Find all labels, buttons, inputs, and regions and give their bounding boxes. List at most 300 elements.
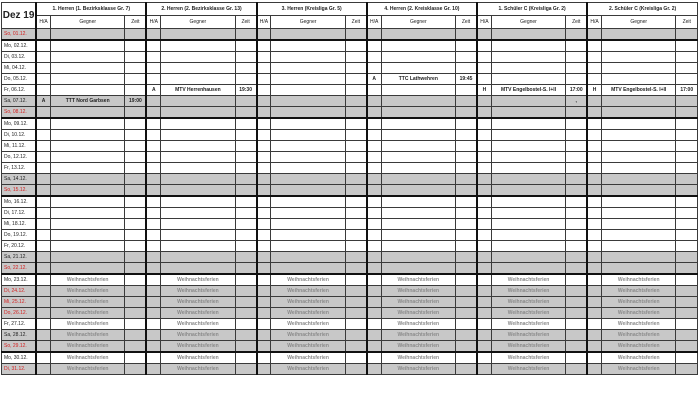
time-cell[interactable] [125, 130, 146, 141]
time-cell[interactable] [566, 241, 587, 252]
time-cell[interactable] [676, 330, 698, 341]
time-cell[interactable] [345, 107, 366, 119]
time-cell[interactable] [345, 185, 366, 197]
time-cell[interactable] [125, 297, 146, 308]
home-away-cell[interactable] [257, 241, 271, 252]
opponent-cell[interactable] [381, 208, 455, 219]
opponent-cell[interactable] [381, 230, 455, 241]
time-cell[interactable] [566, 330, 587, 341]
time-cell[interactable] [456, 341, 477, 353]
opponent-cell[interactable]: Weihnachtsferien [161, 286, 235, 297]
opponent-cell[interactable]: Weihnachtsferien [491, 330, 565, 341]
opponent-cell[interactable]: Weihnachtsferien [381, 308, 455, 319]
time-cell[interactable] [676, 107, 698, 119]
opponent-cell[interactable] [491, 252, 565, 263]
opponent-cell[interactable] [271, 85, 345, 96]
time-cell[interactable] [676, 274, 698, 286]
time-cell[interactable] [125, 163, 146, 174]
time-cell[interactable] [566, 52, 587, 63]
opponent-cell[interactable] [601, 118, 675, 130]
time-cell[interactable] [125, 118, 146, 130]
home-away-cell[interactable] [587, 297, 601, 308]
opponent-cell[interactable] [491, 163, 565, 174]
home-away-cell[interactable] [477, 152, 491, 163]
opponent-cell[interactable] [381, 107, 455, 119]
opponent-cell[interactable] [161, 196, 235, 208]
home-away-cell[interactable] [36, 130, 50, 141]
home-away-cell[interactable] [36, 174, 50, 185]
opponent-cell[interactable] [271, 40, 345, 52]
time-cell[interactable] [125, 185, 146, 197]
home-away-cell[interactable] [367, 96, 381, 107]
time-cell[interactable] [345, 330, 366, 341]
home-away-cell[interactable] [477, 141, 491, 152]
home-away-cell[interactable] [367, 29, 381, 41]
opponent-cell[interactable] [50, 252, 124, 263]
time-cell[interactable] [345, 263, 366, 275]
opponent-cell[interactable] [161, 29, 235, 41]
opponent-cell[interactable] [381, 252, 455, 263]
time-cell[interactable]: 17:00 [676, 85, 698, 96]
time-cell[interactable] [676, 230, 698, 241]
time-cell[interactable] [345, 40, 366, 52]
time-cell[interactable] [456, 40, 477, 52]
time-cell[interactable] [125, 63, 146, 74]
home-away-cell[interactable] [146, 185, 160, 197]
opponent-cell[interactable]: Weihnachtsferien [601, 364, 675, 375]
time-cell[interactable] [676, 130, 698, 141]
time-cell[interactable] [676, 286, 698, 297]
home-away-cell[interactable] [36, 241, 50, 252]
home-away-cell[interactable] [146, 263, 160, 275]
home-away-cell[interactable] [477, 352, 491, 364]
home-away-cell[interactable] [146, 130, 160, 141]
time-cell[interactable] [125, 52, 146, 63]
opponent-cell[interactable]: Weihnachtsferien [491, 297, 565, 308]
time-cell[interactable] [456, 274, 477, 286]
home-away-cell[interactable] [36, 274, 50, 286]
time-cell[interactable] [345, 130, 366, 141]
home-away-cell[interactable] [587, 364, 601, 375]
home-away-cell[interactable] [36, 330, 50, 341]
home-away-cell[interactable] [587, 308, 601, 319]
opponent-cell[interactable]: MTV Herrenhausen [161, 85, 235, 96]
home-away-cell[interactable]: A [36, 96, 50, 107]
time-cell[interactable] [676, 63, 698, 74]
home-away-cell[interactable] [36, 297, 50, 308]
time-cell[interactable] [456, 330, 477, 341]
time-cell[interactable] [566, 152, 587, 163]
home-away-cell[interactable] [587, 74, 601, 85]
home-away-cell[interactable] [367, 297, 381, 308]
time-cell[interactable] [676, 96, 698, 107]
opponent-cell[interactable]: Weihnachtsferien [271, 352, 345, 364]
time-cell[interactable] [456, 308, 477, 319]
opponent-cell[interactable]: Weihnachtsferien [50, 330, 124, 341]
home-away-cell[interactable] [367, 130, 381, 141]
opponent-cell[interactable] [50, 230, 124, 241]
time-cell[interactable] [566, 341, 587, 353]
home-away-cell[interactable] [587, 241, 601, 252]
opponent-cell[interactable] [491, 185, 565, 197]
opponent-cell[interactable]: Weihnachtsferien [50, 319, 124, 330]
home-away-cell[interactable] [587, 174, 601, 185]
home-away-cell[interactable] [146, 208, 160, 219]
time-cell[interactable] [456, 141, 477, 152]
home-away-cell[interactable] [257, 74, 271, 85]
home-away-cell[interactable] [587, 107, 601, 119]
home-away-cell[interactable] [477, 96, 491, 107]
time-cell[interactable] [566, 74, 587, 85]
home-away-cell[interactable] [36, 219, 50, 230]
home-away-cell[interactable] [367, 352, 381, 364]
home-away-cell[interactable] [257, 130, 271, 141]
time-cell[interactable] [235, 174, 256, 185]
opponent-cell[interactable] [601, 163, 675, 174]
opponent-cell[interactable]: Weihnachtsferien [161, 364, 235, 375]
time-cell[interactable] [235, 330, 256, 341]
time-cell[interactable] [676, 308, 698, 319]
home-away-cell[interactable] [257, 319, 271, 330]
opponent-cell[interactable]: Weihnachtsferien [271, 330, 345, 341]
home-away-cell[interactable] [477, 286, 491, 297]
time-cell[interactable]: 19:30 [235, 85, 256, 96]
home-away-cell[interactable] [477, 319, 491, 330]
time-cell[interactable] [456, 174, 477, 185]
time-cell[interactable] [235, 96, 256, 107]
home-away-cell[interactable] [587, 341, 601, 353]
opponent-cell[interactable] [50, 219, 124, 230]
home-away-cell[interactable] [146, 341, 160, 353]
time-cell[interactable] [345, 241, 366, 252]
time-cell[interactable] [345, 230, 366, 241]
home-away-cell[interactable] [367, 364, 381, 375]
opponent-cell[interactable]: Weihnachtsferien [271, 364, 345, 375]
time-cell[interactable] [566, 118, 587, 130]
opponent-cell[interactable] [381, 196, 455, 208]
opponent-cell[interactable]: Weihnachtsferien [601, 274, 675, 286]
time-cell[interactable] [566, 364, 587, 375]
home-away-cell[interactable] [477, 107, 491, 119]
opponent-cell[interactable] [50, 29, 124, 41]
home-away-cell[interactable] [587, 274, 601, 286]
opponent-cell[interactable] [491, 29, 565, 41]
opponent-cell[interactable] [601, 74, 675, 85]
time-cell[interactable] [125, 286, 146, 297]
home-away-cell[interactable] [257, 152, 271, 163]
opponent-cell[interactable] [491, 196, 565, 208]
time-cell[interactable] [125, 141, 146, 152]
time-cell[interactable] [456, 130, 477, 141]
time-cell[interactable] [456, 252, 477, 263]
time-cell[interactable] [566, 352, 587, 364]
time-cell[interactable] [125, 196, 146, 208]
time-cell[interactable] [676, 319, 698, 330]
time-cell[interactable] [676, 297, 698, 308]
time-cell[interactable] [345, 96, 366, 107]
opponent-cell[interactable]: TTC Lathwehren [381, 74, 455, 85]
home-away-cell[interactable] [36, 107, 50, 119]
time-cell[interactable] [125, 174, 146, 185]
time-cell[interactable] [235, 63, 256, 74]
opponent-cell[interactable] [50, 74, 124, 85]
opponent-cell[interactable]: Weihnachtsferien [271, 308, 345, 319]
opponent-cell[interactable] [271, 141, 345, 152]
opponent-cell[interactable]: Weihnachtsferien [50, 286, 124, 297]
time-cell[interactable] [456, 96, 477, 107]
home-away-cell[interactable] [367, 40, 381, 52]
home-away-cell[interactable] [477, 252, 491, 263]
time-cell[interactable] [235, 364, 256, 375]
time-cell[interactable] [566, 63, 587, 74]
opponent-cell[interactable] [491, 219, 565, 230]
home-away-cell[interactable] [367, 118, 381, 130]
home-away-cell[interactable] [477, 52, 491, 63]
home-away-cell[interactable] [367, 241, 381, 252]
home-away-cell[interactable] [367, 286, 381, 297]
time-cell[interactable] [345, 74, 366, 85]
time-cell[interactable] [566, 174, 587, 185]
time-cell[interactable] [345, 174, 366, 185]
home-away-cell[interactable] [477, 118, 491, 130]
time-cell[interactable] [345, 297, 366, 308]
opponent-cell[interactable] [601, 219, 675, 230]
home-away-cell[interactable] [36, 230, 50, 241]
opponent-cell[interactable]: Weihnachtsferien [50, 352, 124, 364]
opponent-cell[interactable] [271, 263, 345, 275]
home-away-cell[interactable] [146, 196, 160, 208]
time-cell[interactable] [676, 74, 698, 85]
time-cell[interactable] [566, 230, 587, 241]
home-away-cell[interactable] [477, 63, 491, 74]
time-cell[interactable] [125, 308, 146, 319]
opponent-cell[interactable]: Weihnachtsferien [491, 364, 565, 375]
home-away-cell[interactable] [36, 118, 50, 130]
home-away-cell[interactable] [257, 308, 271, 319]
home-away-cell[interactable] [257, 185, 271, 197]
home-away-cell[interactable] [367, 263, 381, 275]
time-cell[interactable] [676, 352, 698, 364]
opponent-cell[interactable] [381, 263, 455, 275]
home-away-cell[interactable] [587, 208, 601, 219]
home-away-cell[interactable] [477, 308, 491, 319]
home-away-cell[interactable] [146, 163, 160, 174]
opponent-cell[interactable] [271, 196, 345, 208]
opponent-cell[interactable] [161, 241, 235, 252]
time-cell[interactable] [125, 341, 146, 353]
time-cell[interactable] [125, 85, 146, 96]
opponent-cell[interactable] [601, 63, 675, 74]
opponent-cell[interactable] [381, 141, 455, 152]
time-cell[interactable] [235, 118, 256, 130]
home-away-cell[interactable] [587, 230, 601, 241]
opponent-cell[interactable] [271, 74, 345, 85]
opponent-cell[interactable] [381, 52, 455, 63]
opponent-cell[interactable] [601, 29, 675, 41]
time-cell[interactable] [125, 364, 146, 375]
time-cell[interactable] [125, 252, 146, 263]
time-cell[interactable] [125, 330, 146, 341]
opponent-cell[interactable] [161, 40, 235, 52]
time-cell[interactable] [235, 40, 256, 52]
home-away-cell[interactable] [587, 29, 601, 41]
opponent-cell[interactable] [491, 107, 565, 119]
opponent-cell[interactable] [381, 29, 455, 41]
home-away-cell[interactable] [36, 40, 50, 52]
time-cell[interactable] [235, 130, 256, 141]
opponent-cell[interactable] [161, 74, 235, 85]
opponent-cell[interactable] [601, 152, 675, 163]
opponent-cell[interactable]: Weihnachtsferien [271, 319, 345, 330]
opponent-cell[interactable] [50, 174, 124, 185]
time-cell[interactable] [456, 319, 477, 330]
time-cell[interactable] [345, 152, 366, 163]
time-cell[interactable] [566, 29, 587, 41]
home-away-cell[interactable] [36, 185, 50, 197]
home-away-cell[interactable] [257, 118, 271, 130]
home-away-cell[interactable] [146, 286, 160, 297]
time-cell[interactable] [235, 230, 256, 241]
time-cell[interactable] [456, 286, 477, 297]
opponent-cell[interactable] [491, 230, 565, 241]
time-cell[interactable] [676, 118, 698, 130]
time-cell[interactable] [456, 219, 477, 230]
home-away-cell[interactable] [477, 297, 491, 308]
time-cell[interactable] [235, 263, 256, 275]
opponent-cell[interactable] [601, 40, 675, 52]
home-away-cell[interactable] [257, 63, 271, 74]
home-away-cell[interactable] [367, 252, 381, 263]
time-cell[interactable] [676, 174, 698, 185]
home-away-cell[interactable] [257, 96, 271, 107]
time-cell[interactable] [566, 219, 587, 230]
home-away-cell[interactable] [146, 219, 160, 230]
time-cell[interactable] [345, 286, 366, 297]
home-away-cell[interactable]: H [477, 85, 491, 96]
home-away-cell[interactable] [36, 208, 50, 219]
home-away-cell[interactable] [587, 330, 601, 341]
time-cell[interactable] [345, 118, 366, 130]
time-cell[interactable] [566, 130, 587, 141]
opponent-cell[interactable] [161, 63, 235, 74]
time-cell[interactable] [676, 185, 698, 197]
opponent-cell[interactable] [601, 208, 675, 219]
home-away-cell[interactable] [587, 196, 601, 208]
opponent-cell[interactable] [50, 63, 124, 74]
home-away-cell[interactable] [477, 130, 491, 141]
home-away-cell[interactable] [367, 185, 381, 197]
opponent-cell[interactable] [491, 263, 565, 275]
opponent-cell[interactable]: Weihnachtsferien [381, 352, 455, 364]
time-cell[interactable] [456, 352, 477, 364]
time-cell[interactable] [345, 29, 366, 41]
home-away-cell[interactable] [477, 219, 491, 230]
home-away-cell[interactable] [36, 163, 50, 174]
opponent-cell[interactable] [271, 118, 345, 130]
home-away-cell[interactable] [477, 208, 491, 219]
opponent-cell[interactable]: Weihnachtsferien [50, 364, 124, 375]
time-cell[interactable] [566, 297, 587, 308]
time-cell[interactable] [125, 274, 146, 286]
opponent-cell[interactable] [601, 252, 675, 263]
time-cell[interactable] [235, 219, 256, 230]
home-away-cell[interactable] [257, 141, 271, 152]
opponent-cell[interactable] [161, 107, 235, 119]
time-cell[interactable] [566, 141, 587, 152]
time-cell[interactable] [235, 141, 256, 152]
opponent-cell[interactable] [601, 185, 675, 197]
time-cell[interactable] [345, 274, 366, 286]
opponent-cell[interactable] [381, 185, 455, 197]
home-away-cell[interactable] [477, 29, 491, 41]
time-cell[interactable] [456, 364, 477, 375]
home-away-cell[interactable] [36, 319, 50, 330]
time-cell[interactable] [566, 208, 587, 219]
time-cell[interactable] [456, 297, 477, 308]
home-away-cell[interactable] [367, 107, 381, 119]
opponent-cell[interactable] [161, 163, 235, 174]
home-away-cell[interactable] [587, 163, 601, 174]
home-away-cell[interactable] [257, 163, 271, 174]
time-cell[interactable] [676, 29, 698, 41]
home-away-cell[interactable] [36, 63, 50, 74]
home-away-cell[interactable] [367, 152, 381, 163]
home-away-cell[interactable] [587, 263, 601, 275]
opponent-cell[interactable] [491, 118, 565, 130]
home-away-cell[interactable] [477, 174, 491, 185]
home-away-cell[interactable] [477, 330, 491, 341]
home-away-cell[interactable] [146, 330, 160, 341]
home-away-cell[interactable] [367, 52, 381, 63]
home-away-cell[interactable] [146, 174, 160, 185]
home-away-cell[interactable] [257, 274, 271, 286]
home-away-cell[interactable] [36, 352, 50, 364]
opponent-cell[interactable] [271, 107, 345, 119]
home-away-cell[interactable] [367, 341, 381, 353]
opponent-cell[interactable] [601, 141, 675, 152]
time-cell[interactable] [676, 252, 698, 263]
time-cell[interactable] [676, 208, 698, 219]
home-away-cell[interactable] [477, 185, 491, 197]
opponent-cell[interactable] [381, 174, 455, 185]
opponent-cell[interactable] [50, 118, 124, 130]
home-away-cell[interactable] [36, 52, 50, 63]
home-away-cell[interactable] [587, 352, 601, 364]
time-cell[interactable] [676, 263, 698, 275]
opponent-cell[interactable]: Weihnachtsferien [381, 364, 455, 375]
home-away-cell[interactable] [257, 219, 271, 230]
home-away-cell[interactable] [146, 96, 160, 107]
opponent-cell[interactable]: Weihnachtsferien [601, 308, 675, 319]
opponent-cell[interactable] [381, 96, 455, 107]
home-away-cell[interactable] [587, 219, 601, 230]
home-away-cell[interactable] [587, 130, 601, 141]
time-cell[interactable] [235, 352, 256, 364]
opponent-cell[interactable] [271, 152, 345, 163]
time-cell[interactable] [235, 308, 256, 319]
time-cell[interactable] [235, 107, 256, 119]
home-away-cell[interactable] [587, 152, 601, 163]
opponent-cell[interactable] [50, 263, 124, 275]
time-cell[interactable] [676, 52, 698, 63]
opponent-cell[interactable] [161, 263, 235, 275]
time-cell[interactable] [235, 163, 256, 174]
opponent-cell[interactable] [50, 241, 124, 252]
time-cell[interactable] [345, 252, 366, 263]
time-cell[interactable] [566, 263, 587, 275]
time-cell[interactable] [566, 107, 587, 119]
home-away-cell[interactable] [36, 341, 50, 353]
